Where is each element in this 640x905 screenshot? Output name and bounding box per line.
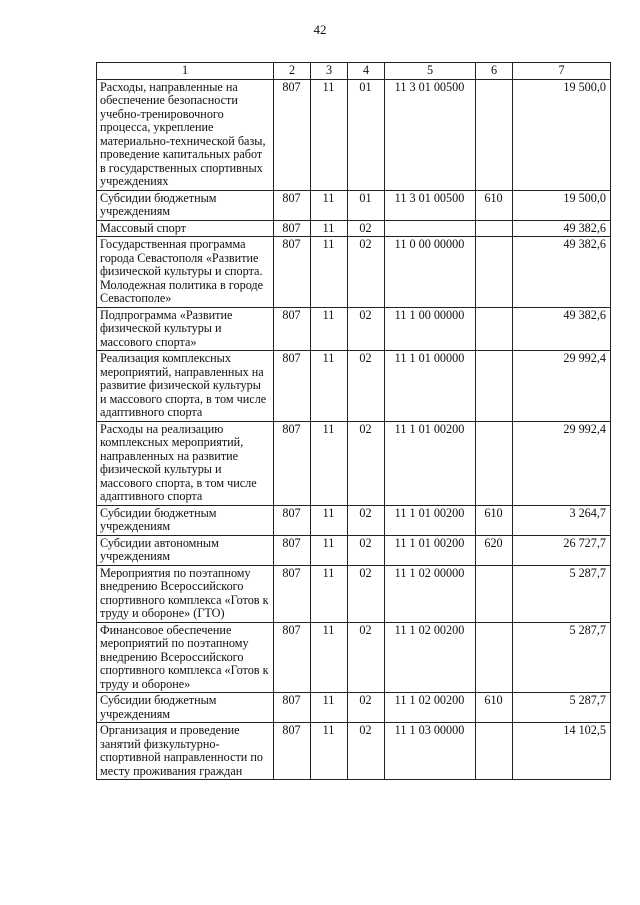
row-grbs: 807 xyxy=(274,505,311,535)
row-subsection: 02 xyxy=(348,565,385,622)
row-name: Субсидии бюджетным учреждениям xyxy=(97,505,274,535)
row-expense-type: 610 xyxy=(476,190,513,220)
row-subsection: 02 xyxy=(348,220,385,237)
row-grbs: 807 xyxy=(274,723,311,780)
row-expense-type xyxy=(476,220,513,237)
row-expense-type: 610 xyxy=(476,693,513,723)
row-target-code: 11 1 01 00200 xyxy=(385,505,476,535)
row-subsection: 02 xyxy=(348,307,385,351)
table-row xyxy=(97,307,611,351)
row-name: Подпрограмма «Развитие физической культуры и массового спорта» xyxy=(97,307,274,351)
row-target-code: 11 1 02 00200 xyxy=(385,622,476,693)
row-section: 11 xyxy=(311,505,348,535)
row-target-code: 11 1 02 00000 xyxy=(385,565,476,622)
row-name: Организация и проведение занятий физкультурно-спортивной направленности по месту проживания граждан xyxy=(97,723,274,780)
row-section: 11 xyxy=(311,421,348,505)
table-row xyxy=(97,351,611,422)
budget-table xyxy=(96,62,611,780)
row-name: Государственная программа города Севастополя «Развитие физической культуры и спорта. Молодежная политика в городе Севастополе» xyxy=(97,237,274,308)
header-cell: 4 xyxy=(348,63,385,80)
row-amount: 26 727,7 xyxy=(513,535,611,565)
row-target-code: 11 1 00 00000 xyxy=(385,307,476,351)
row-section: 11 xyxy=(311,237,348,308)
row-name: Мероприятия по поэтапному внедрению Всероссийского спортивного комплекса «Готов к труду и обороне» (ГТО) xyxy=(97,565,274,622)
row-target-code: 11 3 01 00500 xyxy=(385,190,476,220)
row-target-code: 11 1 03 00000 xyxy=(385,723,476,780)
row-name: Массовый спорт xyxy=(97,220,274,237)
row-expense-type: 610 xyxy=(476,505,513,535)
row-amount: 19 500,0 xyxy=(513,79,611,190)
row-expense-type xyxy=(476,351,513,422)
row-grbs: 807 xyxy=(274,693,311,723)
header-cell: 2 xyxy=(274,63,311,80)
row-section: 11 xyxy=(311,220,348,237)
table-row xyxy=(97,421,611,505)
row-subsection: 02 xyxy=(348,505,385,535)
row-name: Финансовое обеспечение мероприятий по поэтапному внедрению Всероссийского спортивного комплекса «Готов к труду и обороне» xyxy=(97,622,274,693)
row-amount: 29 992,4 xyxy=(513,421,611,505)
row-grbs: 807 xyxy=(274,421,311,505)
row-section: 11 xyxy=(311,535,348,565)
row-grbs: 807 xyxy=(274,220,311,237)
row-expense-type xyxy=(476,723,513,780)
row-amount: 49 382,6 xyxy=(513,220,611,237)
row-grbs: 807 xyxy=(274,351,311,422)
row-expense-type xyxy=(476,79,513,190)
row-grbs: 807 xyxy=(274,237,311,308)
row-target-code: 11 1 01 00200 xyxy=(385,421,476,505)
row-target-code: 11 1 02 00200 xyxy=(385,693,476,723)
row-amount: 19 500,0 xyxy=(513,190,611,220)
page-number: 42 xyxy=(313,22,327,37)
row-target-code: 11 1 01 00000 xyxy=(385,351,476,422)
row-section: 11 xyxy=(311,351,348,422)
table-row xyxy=(97,622,611,693)
table-row xyxy=(97,723,611,780)
row-name: Расходы, направленные на обеспечение безопасности учебно-тренировочного процесса, укрепление материально-технической базы, проведение капитальных работ в государственных спортивных учреждениях xyxy=(97,79,274,190)
table-row xyxy=(97,220,611,237)
row-name: Субсидии бюджетным учреждениям xyxy=(97,190,274,220)
table-row xyxy=(97,535,611,565)
row-amount: 29 992,4 xyxy=(513,351,611,422)
row-section: 11 xyxy=(311,622,348,693)
row-section: 11 xyxy=(311,190,348,220)
row-subsection: 02 xyxy=(348,421,385,505)
table-row xyxy=(97,237,611,308)
row-name: Расходы на реализацию комплексных мероприятий, направленных на развитие физической культуры и массового спорта, в том числе адаптивного спорта xyxy=(97,421,274,505)
row-subsection: 01 xyxy=(348,79,385,190)
row-subsection: 02 xyxy=(348,723,385,780)
row-amount: 49 382,6 xyxy=(513,237,611,308)
row-section: 11 xyxy=(311,307,348,351)
header-cell: 1 xyxy=(97,63,274,80)
row-expense-type: 620 xyxy=(476,535,513,565)
row-expense-type xyxy=(476,622,513,693)
table-row xyxy=(97,565,611,622)
row-subsection: 02 xyxy=(348,622,385,693)
table-row xyxy=(97,79,611,190)
row-target-code: 11 0 00 00000 xyxy=(385,237,476,308)
table-row xyxy=(97,190,611,220)
header-row xyxy=(97,63,611,80)
row-name: Субсидии бюджетным учреждениям xyxy=(97,693,274,723)
row-grbs: 807 xyxy=(274,622,311,693)
row-subsection: 02 xyxy=(348,237,385,308)
header-cell: 7 xyxy=(513,63,611,80)
table-row xyxy=(97,505,611,535)
row-subsection: 02 xyxy=(348,351,385,422)
row-grbs: 807 xyxy=(274,307,311,351)
row-grbs: 807 xyxy=(274,79,311,190)
row-subsection: 02 xyxy=(348,693,385,723)
row-target-code: 11 3 01 00500 xyxy=(385,79,476,190)
row-expense-type xyxy=(476,237,513,308)
row-amount: 5 287,7 xyxy=(513,693,611,723)
row-grbs: 807 xyxy=(274,190,311,220)
header-cell: 5 xyxy=(385,63,476,80)
row-expense-type xyxy=(476,307,513,351)
row-expense-type xyxy=(476,565,513,622)
row-section: 11 xyxy=(311,565,348,622)
row-amount: 5 287,7 xyxy=(513,565,611,622)
row-name: Субсидии автономным учреждениям xyxy=(97,535,274,565)
row-target-code xyxy=(385,220,476,237)
row-subsection: 01 xyxy=(348,190,385,220)
row-grbs: 807 xyxy=(274,535,311,565)
header-cell: 3 xyxy=(311,63,348,80)
row-expense-type xyxy=(476,421,513,505)
row-section: 11 xyxy=(311,79,348,190)
row-section: 11 xyxy=(311,723,348,780)
row-amount: 49 382,6 xyxy=(513,307,611,351)
header-cell: 6 xyxy=(476,63,513,80)
row-subsection: 02 xyxy=(348,535,385,565)
row-section: 11 xyxy=(311,693,348,723)
row-name: Реализация комплексных мероприятий, направленных на развитие физической культуры и массового спорта, в том числе адаптивного спорта xyxy=(97,351,274,422)
row-target-code: 11 1 01 00200 xyxy=(385,535,476,565)
table-row xyxy=(97,693,611,723)
row-grbs: 807 xyxy=(274,565,311,622)
row-amount: 14 102,5 xyxy=(513,723,611,780)
row-amount: 3 264,7 xyxy=(513,505,611,535)
row-amount: 5 287,7 xyxy=(513,622,611,693)
